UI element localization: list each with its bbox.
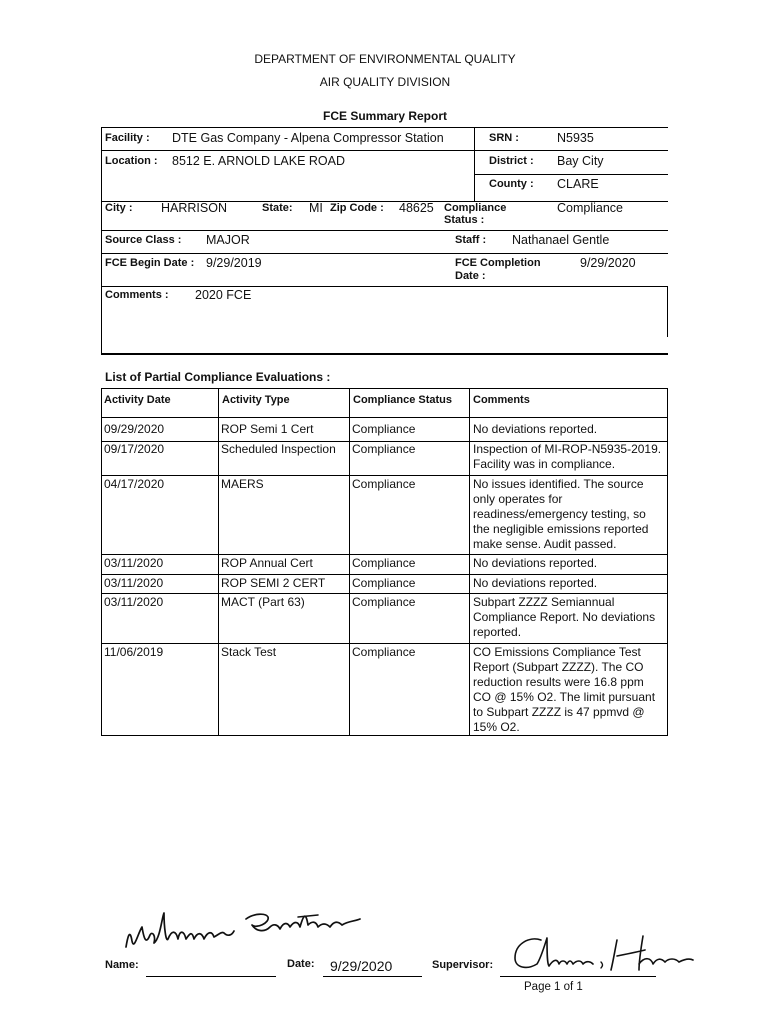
info-box-right xyxy=(667,286,668,337)
info-box-left xyxy=(101,127,102,354)
info-box-top xyxy=(101,127,668,128)
row-1-date: 09/29/2020 xyxy=(104,422,165,436)
row-7-date: 11/06/2019 xyxy=(104,645,164,659)
row-5-type: ROP SEMI 2 CERT xyxy=(221,576,326,590)
county-value: CLARE xyxy=(557,177,599,191)
county-label: County : xyxy=(489,178,534,190)
fce-completion-value: 9/29/2020 xyxy=(580,256,636,270)
table-header-bottom xyxy=(101,417,668,418)
page-number: Page 1 of 1 xyxy=(524,981,583,993)
facility-value: DTE Gas Company - Alpena Compressor Station xyxy=(172,131,444,145)
fce-completion-label: FCE Completion xyxy=(455,257,541,269)
report-title: FCE Summary Report xyxy=(322,109,448,123)
pce-list-title: List of Partial Compliance Evaluations : xyxy=(105,370,331,384)
row-2-type: Scheduled Inspection xyxy=(221,442,336,456)
row-4-comment: No deviations reported. xyxy=(473,556,598,570)
row-3-type: MAERS xyxy=(221,477,264,491)
source-class-value: MAJOR xyxy=(206,233,250,247)
row-4-date: 03/11/2020 xyxy=(104,556,164,570)
comments-label: Comments : xyxy=(105,289,169,301)
signature-date: 9/29/2020 xyxy=(330,958,393,974)
fce-begin-label: FCE Begin Date : xyxy=(105,257,195,269)
row-2-status: Compliance xyxy=(352,442,416,456)
supervisor-signature xyxy=(505,930,695,980)
info-divider xyxy=(101,230,668,231)
name-signature xyxy=(120,905,380,955)
row-separator xyxy=(101,593,668,594)
srn-label: SRN : xyxy=(489,132,519,144)
row-4-type: ROP Annual Cert xyxy=(221,556,313,570)
city-label: City : xyxy=(105,202,133,214)
source-class-label: Source Class : xyxy=(105,234,182,246)
row-4-status: Compliance xyxy=(352,556,416,570)
row-7-type: Stack Test xyxy=(221,645,277,659)
compliance-status-value: Compliance xyxy=(557,201,624,215)
name-signature-line xyxy=(146,976,276,977)
row-1-status: Compliance xyxy=(352,422,416,436)
info-box-bottom xyxy=(101,353,668,355)
row-7-comment: CO Emissions Compliance Test Report (Subpart ZZZZ). The CO reduction results were 16.8 ppm CO @ 15% O2. The limit pursuant to Subpart ZZZZ is 47 ppmvd @ 15% O2. xyxy=(473,645,656,734)
division-title: AIR QUALITY DIVISION xyxy=(319,75,451,89)
row-5-date: 03/11/2020 xyxy=(104,576,164,590)
row-3-status: Compliance xyxy=(352,477,416,491)
zip-value: 48625 xyxy=(399,201,434,215)
column-header-compliance-status: Compliance Status xyxy=(353,394,453,406)
compliance-status-label-2: Status : xyxy=(444,214,485,226)
row-6-type: MACT (Part 63) xyxy=(221,595,305,609)
info-divider xyxy=(101,150,668,151)
name-label: Name: xyxy=(105,959,139,971)
facility-label: Facility : xyxy=(105,132,150,144)
table-bottom xyxy=(101,735,668,736)
column-header-comments: Comments xyxy=(473,394,530,406)
row-separator xyxy=(101,643,668,644)
srn-value: N5935 xyxy=(557,131,594,145)
row-3-comment: No issues identified. The source only operates for readiness/emergency testing, so the negligible emissions reported make sense. Audit passed. xyxy=(473,477,649,551)
row-1-type: ROP Semi 1 Cert xyxy=(221,422,314,436)
staff-label: Staff : xyxy=(455,234,487,246)
fce-completion-label-2: Date : xyxy=(455,270,486,282)
row-5-comment: No deviations reported. xyxy=(473,576,598,590)
row-1-comment: No deviations reported. xyxy=(473,422,598,436)
district-label: District : xyxy=(489,155,534,167)
row-separator xyxy=(101,574,668,575)
row-6-comment: Subpart ZZZZ Semiannual Compliance Report. No deviations reported. xyxy=(473,595,656,639)
compliance-status-label: Compliance xyxy=(444,202,507,214)
state-value: MI xyxy=(309,201,323,215)
supervisor-signature-line xyxy=(500,976,656,977)
district-value: Bay City xyxy=(557,154,604,168)
info-divider xyxy=(101,286,668,287)
department-title: DEPARTMENT OF ENVIRONMENTAL QUALITY xyxy=(254,52,516,66)
zip-label: Zip Code : xyxy=(330,202,384,214)
state-label: State: xyxy=(262,202,293,214)
column-header-activity-date: Activity Date xyxy=(104,394,171,406)
row-separator xyxy=(101,475,668,476)
staff-value: Nathanael Gentle xyxy=(512,233,610,247)
location-label: Location : xyxy=(105,155,158,167)
info-divider xyxy=(101,253,668,254)
comments-value: 2020 FCE xyxy=(195,288,252,302)
location-value: 8512 E. ARNOLD LAKE ROAD xyxy=(172,154,345,168)
date-line xyxy=(323,976,422,977)
table-top xyxy=(101,388,668,389)
row-6-date: 03/11/2020 xyxy=(104,595,164,609)
supervisor-label: Supervisor: xyxy=(432,959,494,971)
row-2-comment: Inspection of MI-ROP-N5935-2019. Facility was in compliance. xyxy=(473,442,662,471)
row-7-status: Compliance xyxy=(352,645,416,659)
column-header-activity-type: Activity Type xyxy=(222,394,290,406)
row-separator xyxy=(101,554,668,555)
row-6-status: Compliance xyxy=(352,595,416,609)
row-3-date: 04/17/2020 xyxy=(104,477,165,491)
row-5-status: Compliance xyxy=(352,576,416,590)
row-2-date: 09/17/2020 xyxy=(104,442,165,456)
date-label: Date: xyxy=(287,958,315,970)
city-value: HARRISON xyxy=(161,201,227,215)
info-divider-vertical xyxy=(474,127,475,201)
fce-begin-value: 9/29/2019 xyxy=(206,256,262,270)
info-divider-short xyxy=(474,174,668,175)
